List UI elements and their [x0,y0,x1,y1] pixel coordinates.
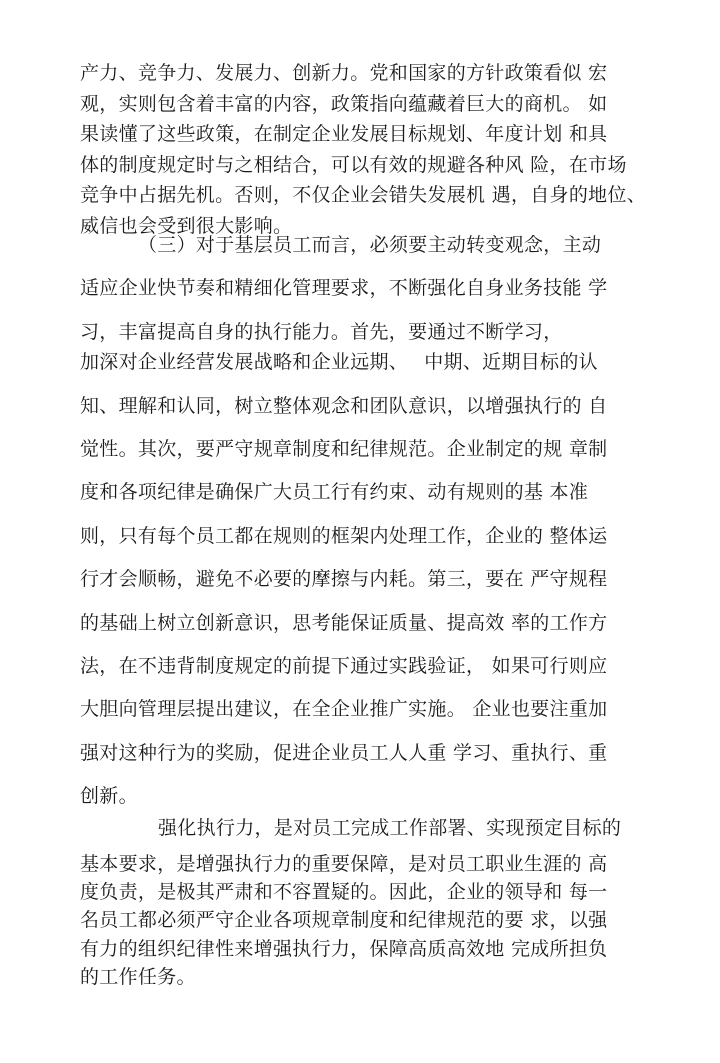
text-line: 适应企业快节奏和精细化管理要求，不断强化自身业务技能 学 [80,277,608,300]
text-line: 的基础上树立创新意识，思考能保证质量、提高效 率的工作方 [80,611,608,634]
text-line: 大胆向管理层提出建议，在全企业推广实施。 企业也要注重加 [80,698,608,721]
text-line: （三）对于基层员工而言，必须要主动转变观念，主动 [138,234,602,256]
text-line: 创新。 [80,785,138,808]
text-line: 有力的组织纪律性来增强执行力，保障高质高效地 完成所担负 [80,937,608,960]
text-line: 威信也会受到很大影响。 [80,214,293,237]
text-line: 强对这种行为的奖励，促进企业员工人人重 学习、重执行、重 [80,741,608,764]
text-line: 加深对企业经营发展战略和企业远期、 中期、近期目标的认 [80,351,598,374]
paragraph-execution-intro [80,808,645,848]
text-line: 基本要求，是增强执行力的重要保障，是对员工职业生涯的 高 [80,853,608,875]
text-line: 习，丰富提高自身的执行能力。首先，要通过不断学习， [80,320,563,343]
text-line: 果读懂了这些政策，在制定企业发展目标规划、年度计划 和具 [80,123,608,145]
text-line: 产力、竞争力、发展力、创新力。党和国家的方针政策看似 宏 [80,62,608,84]
text-line: 的工作任务。 [80,965,196,988]
text-line: 名员工都必须严守企业各项规章制度和纪律规范的要 求，以强 [80,909,608,932]
text-line: 觉性。其次，要严守规章制度和纪律规范。企业制定的规 章制 [80,437,608,460]
text-line: 度负责，是极其严肃和不容置疑的。因此，企业的领导和 每一 [80,881,608,904]
text-line: 体的制度规定时与之相结合，可以有效的规避各种风 险，在市场 [80,153,627,176]
paragraph-execution-requirements [80,850,645,991]
text-line: 竞争中占据先机。否则，不仅企业会错失发展机 遇，自身的地位、 [80,184,647,206]
paragraph-grassroots-staff [80,224,645,818]
text-line: 行才会顺畅，避免不必要的摩擦与内耗。第三，要在 严守规程 [80,568,608,591]
text-line: 知、理解和认同，树立整体观念和团队意识，以增强执行的 自 [80,394,608,417]
text-line: 观，实则包含着丰富的内容，政策指向蕴藏着巨大的商机。 如 [80,92,608,115]
text-line: 强化执行力，是对员工完成工作部署、实现预定目标的 [158,817,622,839]
text-line: 则，只有每个员工都在规则的框架内处理工作，企业的 整体运 [80,524,608,547]
text-line: 度和各项纪律是确保广大员工行有约束、动有规则的基 本准 [80,481,589,504]
text-line: 法，在不违背制度规定的前提下通过实践验证， 如果可行则应 [80,654,608,677]
paragraph-policy-opportunity [80,58,645,241]
